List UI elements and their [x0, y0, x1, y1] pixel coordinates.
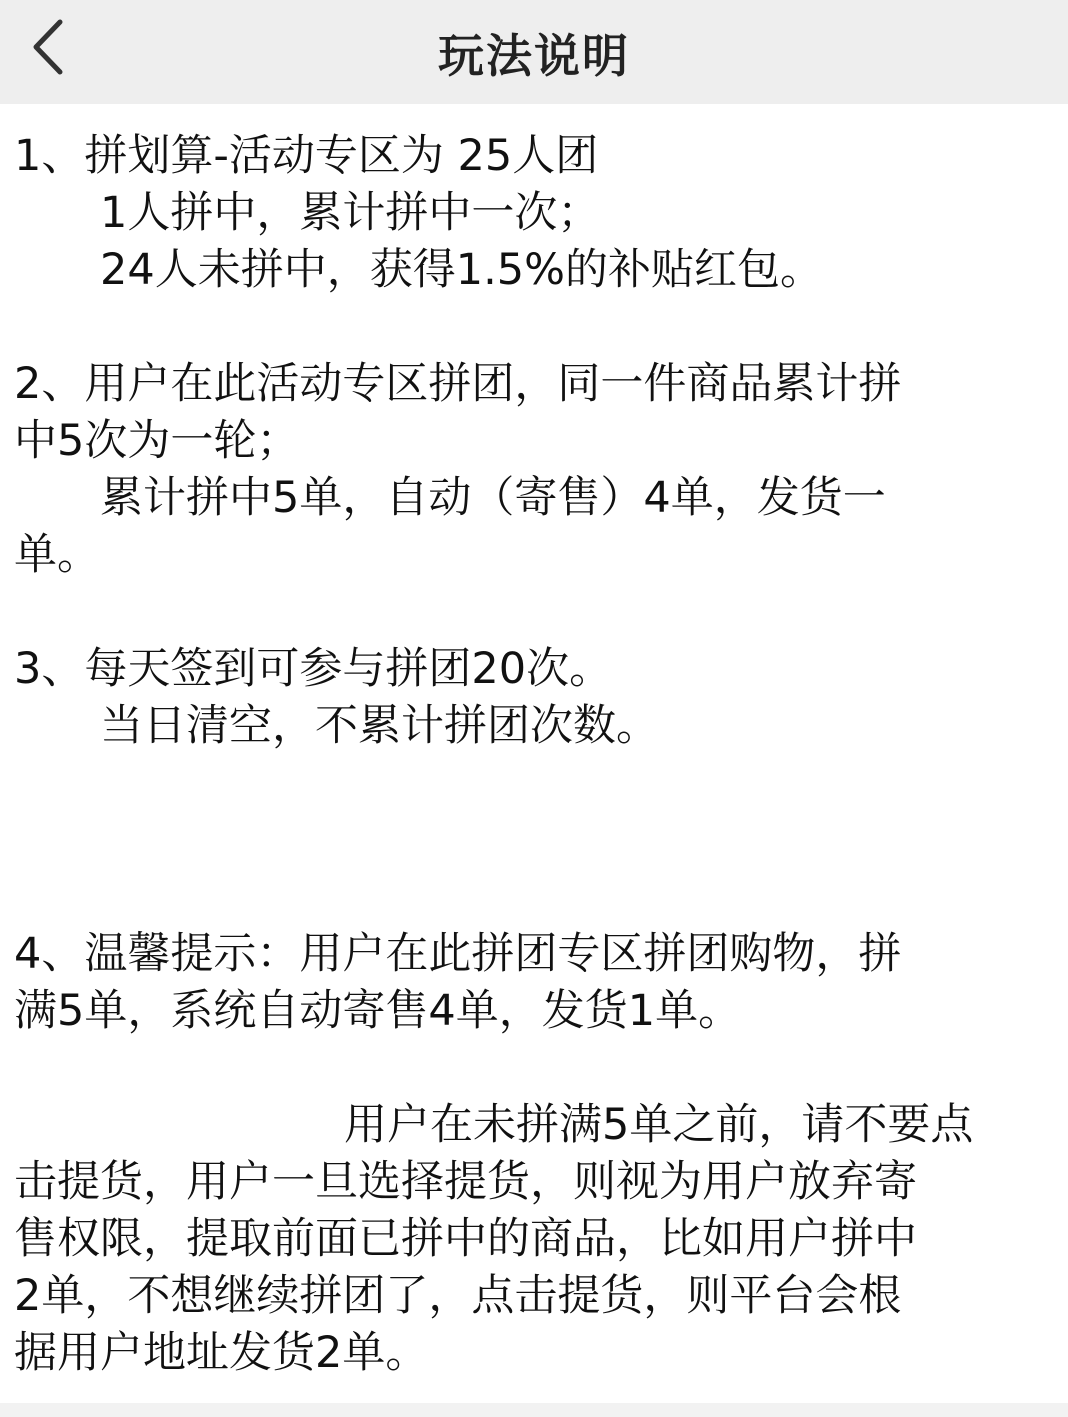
footer-strip — [0, 1403, 1068, 1417]
rule-2-detail: 单。 — [14, 530, 100, 580]
rule-4 — [14, 926, 1054, 1382]
rule-4-detail: 2单，不想继续拼团了，点击提货，则平台会根 — [14, 1271, 902, 1321]
rule-3-detail: 当日清空，不累计拼团次数。 — [100, 701, 659, 751]
rule-1-heading: 1、拼划算-活动专区为 25人团 — [14, 131, 599, 181]
rule-4-heading: 满5单，系统自动寄售4单，发货1单。 — [14, 986, 742, 1036]
rule-1 — [14, 128, 1054, 299]
rule-2 — [14, 356, 1054, 584]
rules-content — [14, 128, 1054, 1382]
rule-2-heading: 中5次为一轮； — [14, 416, 300, 466]
nav-bar — [0, 0, 1068, 104]
page-title: 玩法说明 — [438, 29, 630, 83]
rule-2-heading: 2、用户在此活动专区拼团，同一件商品累计拼 — [14, 359, 902, 409]
rule-3-heading: 3、每天签到可参与拼团20次。 — [14, 644, 613, 694]
rule-4-detail: 击提货，用户一旦选择提货，则视为用户放弃寄 — [14, 1157, 917, 1207]
rule-4-detail: 据用户地址发货2单。 — [14, 1328, 429, 1378]
rule-1-detail: 1人拼中，累计拼中一次； — [100, 188, 601, 238]
rule-2-detail: 累计拼中5单，自动（寄售）4单，发货一 — [100, 473, 886, 523]
rule-3 — [14, 641, 1054, 755]
rule-4-detail: 售权限，提取前面已拼中的商品，比如用户拼中 — [14, 1214, 917, 1264]
rule-1-detail: 24人未拼中，获得1.5%的补贴红包。 — [100, 245, 823, 295]
rule-4-heading: 4、温馨提示：用户在此拼团专区拼团购物，拼 — [14, 929, 902, 979]
rule-4-detail: 用户在未拼满5单之前，请不要点 — [344, 1100, 974, 1150]
